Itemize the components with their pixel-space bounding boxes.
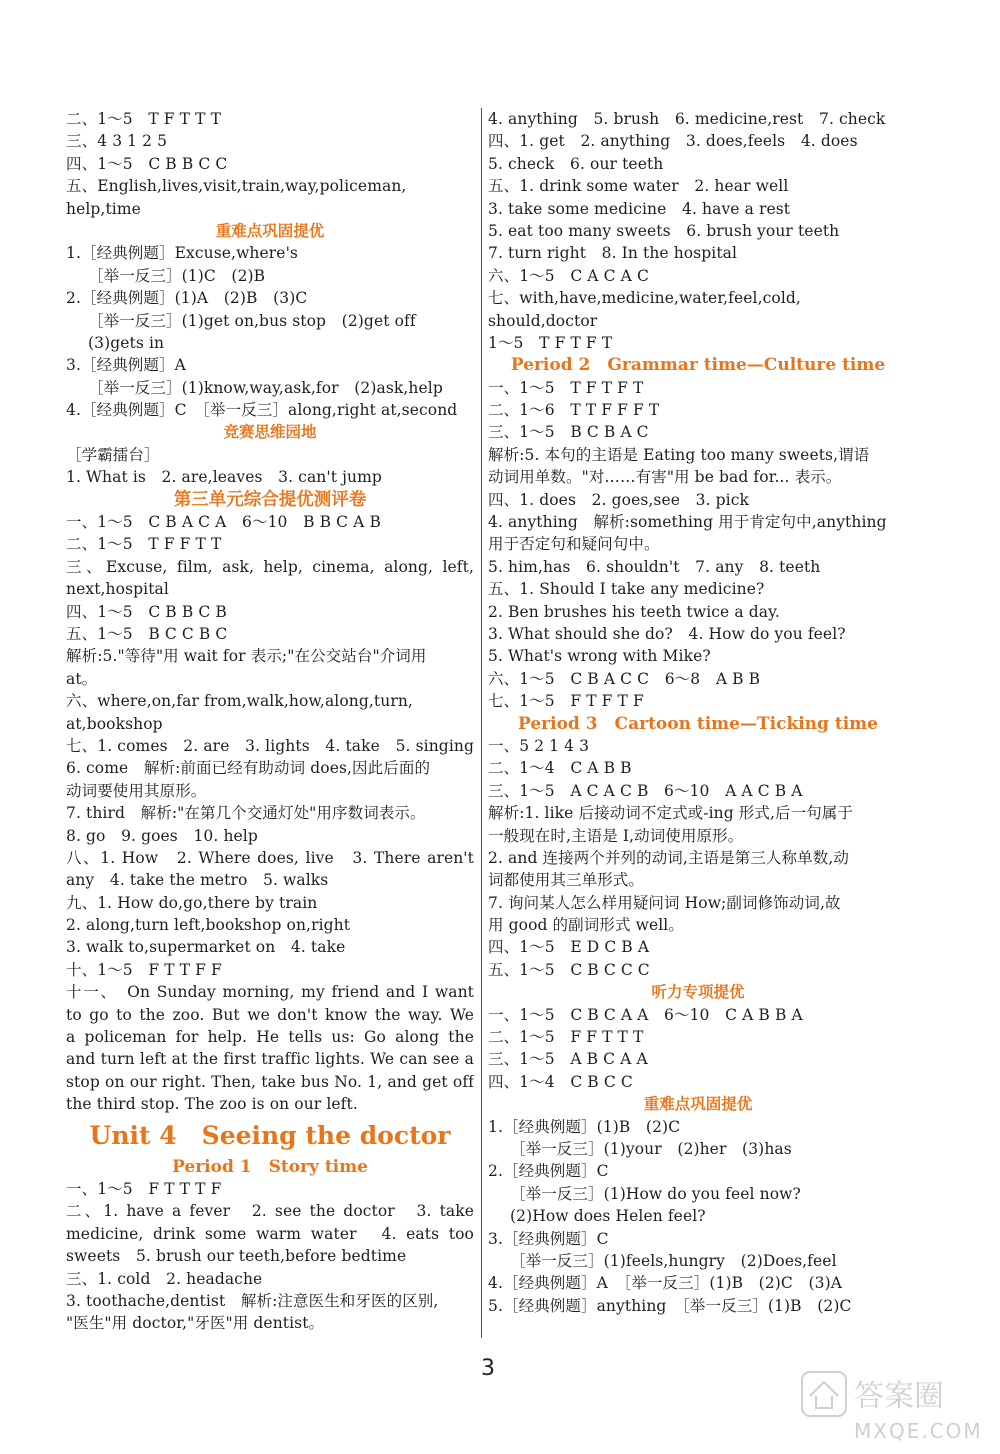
- right-answer-line: ［举一反三］(1)feels,hungry (2)Does,feel: [510, 1251, 837, 1270]
- right-answer-line: 解析:5. 本句的主语是 Eating too many sweets,谓语: [488, 445, 870, 464]
- right-answer-line: 四、1. get 2. anything 3. does,feels 4. does: [488, 132, 858, 151]
- left-answer-line: 四、1～5 C B B C C: [66, 154, 228, 173]
- section-heading: 竞赛思维园地: [223, 422, 317, 442]
- left-answer-line: 2. along,turn left,bookshop on,right: [66, 916, 351, 935]
- left-answer-line: sweets 5. brush our teeth,before bedtime: [66, 1247, 407, 1266]
- left-column: [66, 108, 474, 1335]
- left-answer-line: 7. third 解析:"在第几个交通灯处"用序数词表示。: [66, 804, 426, 823]
- left-answer-line: 一、1～5 F T T T F: [66, 1179, 222, 1198]
- left-answer-line: 八、1. How 2. Where does, live 3. There aren't: [66, 848, 474, 867]
- right-answer-line: 4. anything 解析:something 用于肯定句中,anything: [488, 513, 887, 532]
- right-answer-line: 三、1～5 B C B A C: [488, 423, 649, 442]
- section-heading: Period 1 Story time: [172, 1156, 368, 1177]
- right-answer-line: 5. eat too many sweets 6. brush your teeth: [488, 221, 840, 240]
- right-column: [488, 108, 908, 1317]
- right-answer-line: 2. Ben brushes his teeth twice a day.: [488, 602, 780, 621]
- right-answer-line: 动词用单数。"对……有害"用 be bad for... 表示。: [488, 468, 842, 487]
- left-answer-line: 二、1～5 T F T T T: [66, 110, 222, 128]
- left-answer-line: 十一、 On Sunday morning, my friend and I want: [66, 983, 474, 1002]
- left-answer-line: 一、1～5 C B A C A 6～10 B B C A B: [66, 513, 381, 532]
- right-answer-line: 三、1～5 A C A C B 6～10 A A C B A: [488, 781, 803, 800]
- left-answer-line: to go to the zoo. But we don't know the way. We: [66, 1005, 474, 1024]
- left-answer-line: 1. What is 2. are,leaves 3. can't jump: [66, 468, 382, 487]
- left-answer-line: 九、1. How do,go,there by train: [66, 893, 318, 912]
- left-answer-line: 二、1～5 T F F T T: [66, 535, 222, 554]
- right-answer-line: 5.［经典例题］anything ［举一反三］(1)B (2)C: [488, 1296, 852, 1315]
- left-answer-line: help,time: [66, 199, 141, 218]
- left-answer-line: a policeman for help. He tells us: Go along the: [66, 1028, 474, 1047]
- left-answer-line: medicine, drink some warm water 4. eats too: [66, 1224, 474, 1243]
- right-answer-line: 4. anything 5. brush 6. medicine,rest 7. check: [488, 110, 886, 128]
- right-answer-line: 六、1～5 C A C A C: [488, 266, 649, 285]
- watermark-bottom-text: MXQE.COM: [854, 1419, 983, 1443]
- left-answer-line: (3)gets in: [88, 333, 165, 352]
- right-answer-line: 二、1～6 T T F F F T: [488, 401, 660, 420]
- watermark-top-text: 答案圈: [854, 1379, 944, 1414]
- right-answer-line: 2. and 连接两个并列的动词,主语是第三人称单数,动: [488, 848, 849, 867]
- left-answer-line: ［举一反三］(1)get on,bus stop (2)get off: [88, 311, 416, 330]
- right-answer-line: 7. 询问某人怎么样用疑问词 How;副词修饰动词,故: [488, 893, 841, 912]
- left-answer-line: 五、English,lives,visit,train,way,policeman,: [66, 177, 407, 196]
- left-answer-line: 三、Excuse, film, ask, help, cinema, along, left,: [66, 557, 474, 576]
- section-heading: Period 2 Grammar time—Culture time: [510, 355, 886, 376]
- right-answer-line: ［举一反三］(1)How do you feel now?: [510, 1184, 801, 1203]
- section-heading: 重难点巩固提优: [643, 1094, 753, 1114]
- left-answer-line: 8. go 9. goes 10. help: [66, 826, 258, 845]
- right-answer-line: 五、1. drink some water 2. hear well: [488, 177, 789, 196]
- right-answer-line: ［举一反三］(1)your (2)her (3)has: [510, 1139, 792, 1158]
- left-answer-line: 七、1. comes 2. are 3. lights 4. take 5. singing: [66, 736, 474, 755]
- right-answer-line: 五、1. Should I take any medicine?: [488, 580, 765, 599]
- right-answer-line: should,doctor: [488, 311, 598, 330]
- left-answer-line: 4.［经典例题］C ［举一反三］along,right at,second: [66, 401, 458, 420]
- left-answer-line: 六、where,on,far from,walk,how,along,turn,: [66, 692, 413, 711]
- left-answer-line: at,bookshop: [66, 714, 163, 733]
- right-answer-line: 1.［经典例题］(1)B (2)C: [488, 1117, 681, 1136]
- left-answer-line: 十、1～5 F T T F F: [66, 960, 222, 979]
- right-answer-line: 五、1～5 C B C C C: [488, 960, 650, 979]
- left-answer-line: 3. toothache,dentist 解析:注意医生和牙医的区别,: [66, 1291, 439, 1310]
- left-answer-line: at。: [66, 669, 98, 688]
- right-answer-line: 六、1～5 C B A C C 6～8 A B B: [488, 669, 761, 688]
- left-answer-line: stop on our right. Then, take bus No. 1, and get off: [66, 1072, 474, 1091]
- right-answer-line: 词都使用其三单形式。: [488, 871, 645, 890]
- left-answer-line: 动词要使用其原形。: [66, 781, 207, 800]
- left-answer-line: 二、1. have a fever 2. see the doctor 3. take: [66, 1202, 474, 1221]
- right-answer-line: 四、1～5 E D C B A: [488, 938, 650, 957]
- right-answer-line: 3. What should she do? 4. How do you feel?: [488, 624, 846, 643]
- right-answer-line: 4.［经典例题］A ［举一反三］(1)B (2)C (3)A: [488, 1274, 843, 1293]
- left-answer-line: 三、1. cold 2. headache: [66, 1269, 263, 1288]
- right-answer-line: 一、1～5 C B C A A 6～10 C A B B A: [488, 1005, 803, 1024]
- right-answer-line: 2.［经典例题］C: [488, 1162, 609, 1181]
- left-answer-line: 1.［经典例题］Excuse,where's: [66, 244, 298, 263]
- right-answer-line: 一般现在时,主语是 I,动词使用原形。: [488, 826, 744, 845]
- column-divider: [481, 108, 482, 1338]
- watermark-logo: [796, 1366, 986, 1446]
- right-answer-line: 七、with,have,medicine,water,feel,cold,: [488, 289, 801, 308]
- left-answer-line: ［举一反三］(1)C (2)B: [88, 266, 266, 285]
- right-answer-line: 5. check 6. our teeth: [488, 154, 664, 173]
- section-heading: 第三单元综合提优测评卷: [173, 489, 367, 510]
- left-answer-line: 2.［经典例题］(1)A (2)B (3)C: [66, 289, 308, 308]
- left-answer-line: ［学霸擂台］: [66, 445, 160, 464]
- left-answer-line: 6. come 解析:前面已经有助动词 does,因此后面的: [66, 759, 431, 778]
- right-answer-line: 二、1～5 F F T T T: [488, 1028, 644, 1047]
- left-answer-line: the third stop. The zoo is on our left.: [66, 1095, 358, 1114]
- right-answer-line: 一、1～5 T F T F T: [488, 378, 644, 397]
- right-answer-line: 3. take some medicine 4. have a rest: [488, 199, 791, 218]
- left-answer-line: 三、4 3 1 2 5: [66, 132, 168, 151]
- section-heading: 听力专项提优: [651, 982, 745, 1002]
- left-answer-line: 四、1～5 C B B C B: [66, 602, 227, 621]
- page-number: 3: [481, 1356, 495, 1381]
- left-answer-line: 五、1～5 B C C B C: [66, 624, 228, 643]
- right-answer-line: 三、1～5 A B C A A: [488, 1050, 648, 1069]
- left-answer-line: "医生"用 doctor,"牙医"用 dentist。: [66, 1314, 325, 1333]
- right-answer-line: 3.［经典例题］C: [488, 1229, 609, 1248]
- left-answer-line: and turn left at the first traffic lights. We can see a: [66, 1050, 474, 1069]
- right-answer-line: 1～5 T F T F T: [488, 333, 613, 352]
- left-answer-line: next,hospital: [66, 580, 169, 599]
- right-answer-line: 用于否定句和疑问句中。: [488, 535, 660, 554]
- right-answer-line: 四、1～4 C B C C: [488, 1072, 633, 1091]
- right-answer-line: 解析:1. like 后接动词不定式或-ing 形式,后一句属于: [488, 804, 853, 823]
- unit-title: Unit 4 Seeing the doctor: [89, 1120, 451, 1150]
- right-answer-line: 四、1. does 2. goes,see 3. pick: [488, 490, 749, 509]
- left-answer-line: 解析:5."等待"用 wait for 表示;"在公交站台"介词用: [66, 647, 427, 666]
- right-answer-line: 5. What's wrong with Mike?: [488, 647, 711, 666]
- left-answer-line: 3. walk to,supermarket on 4. take: [66, 938, 346, 957]
- watermark-stamp-icon: [802, 1372, 846, 1416]
- right-answer-line: 用 good 的副词形式 well。: [488, 916, 684, 935]
- section-heading: Period 3 Cartoon time—Ticking time: [518, 713, 878, 734]
- right-answer-line: 二、1～4 C A B B: [488, 759, 632, 778]
- left-answer-line: ［举一反三］(1)know,way,ask,for (2)ask,help: [88, 378, 443, 397]
- left-answer-line: any 4. take the metro 5. walks: [66, 871, 329, 890]
- section-heading: 重难点巩固提优: [215, 220, 325, 240]
- left-answer-line: 3.［经典例题］A: [66, 356, 186, 375]
- right-answer-line: 七、1～5 F T F T F: [488, 692, 644, 711]
- right-answer-line: (2)How does Helen feel?: [510, 1207, 706, 1226]
- right-answer-line: 一、5 2 1 4 3: [488, 736, 590, 755]
- right-answer-line: 5. him,has 6. shouldn't 7. any 8. teeth: [488, 557, 821, 576]
- right-answer-line: 7. turn right 8. In the hospital: [488, 244, 738, 263]
